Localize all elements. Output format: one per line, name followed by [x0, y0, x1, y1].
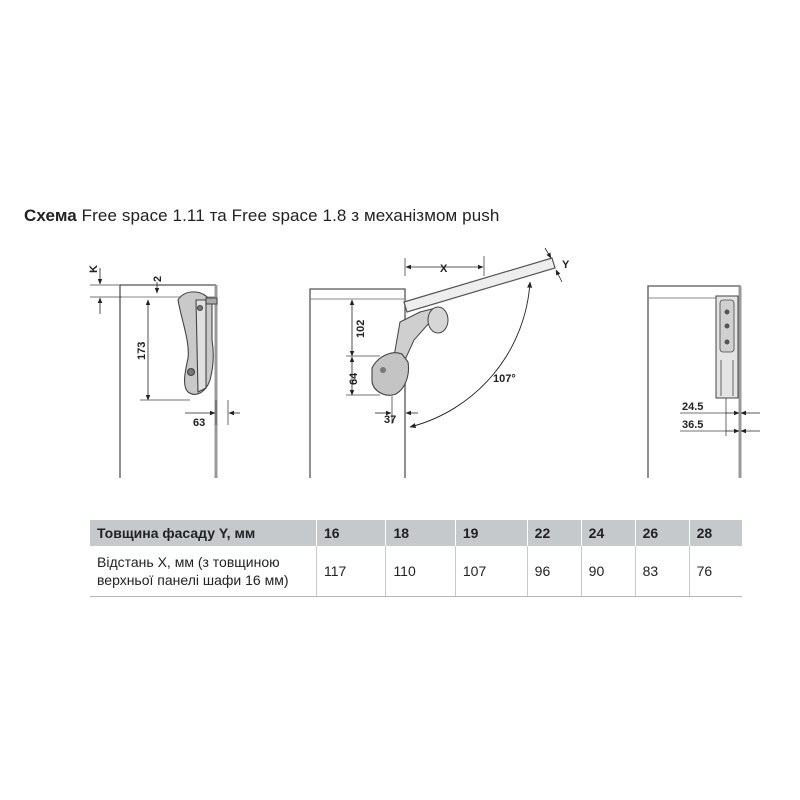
table-cell: 110 [386, 546, 455, 597]
row-label-line2: верхньої панелі шафи 16 мм) [97, 572, 289, 588]
lift-mechanism-middle [372, 353, 409, 395]
lift-mechanism-right [716, 296, 738, 398]
table-header-cell: 24 [581, 520, 635, 546]
lift-mechanism-left [178, 292, 217, 394]
table-row [90, 546, 742, 597]
table-cell: 117 [317, 546, 386, 597]
dim-k: K [88, 265, 100, 273]
dim-angle: 107° [493, 373, 516, 385]
dim-102: 102 [355, 319, 367, 338]
dim-64: 64 [348, 372, 360, 385]
table-cell: 76 [689, 546, 742, 597]
view-closed [88, 265, 240, 478]
dim-63: 63 [193, 417, 206, 429]
table-header-cell: 19 [455, 520, 527, 546]
dim-y: Y [562, 259, 570, 271]
table-header-cell: 26 [635, 520, 689, 546]
title-rest: Free space 1.11 та Free space 1.8 з механізмом push [76, 206, 500, 225]
table-header-cell: Товщина фасаду Y, мм [90, 520, 317, 546]
table-header-cell: 28 [689, 520, 742, 546]
table-cell: 90 [581, 546, 635, 597]
row-label [90, 546, 317, 597]
dim-37: 37 [384, 414, 397, 426]
dim-36-5: 36.5 [682, 419, 704, 431]
table-header-cell: 18 [386, 520, 455, 546]
table-header-cell: 22 [527, 520, 581, 546]
dim-173: 173 [136, 341, 148, 360]
view-front [648, 286, 760, 478]
table-header-row [90, 520, 742, 546]
table-header-cell: 16 [317, 520, 386, 546]
table-cell: 96 [527, 546, 581, 597]
row-label-line1: Відстань X, мм (з товщиною [97, 554, 280, 570]
dim-x: X [440, 263, 448, 275]
table-cell: 83 [635, 546, 689, 597]
title-bold: Схема [24, 206, 77, 225]
dim-24-5: 24.5 [682, 401, 704, 413]
lifted-flap [404, 258, 555, 312]
spec-table [90, 520, 742, 597]
table-cell: 107 [455, 546, 527, 597]
view-open [310, 248, 570, 478]
dim-2: 2 [152, 275, 164, 282]
